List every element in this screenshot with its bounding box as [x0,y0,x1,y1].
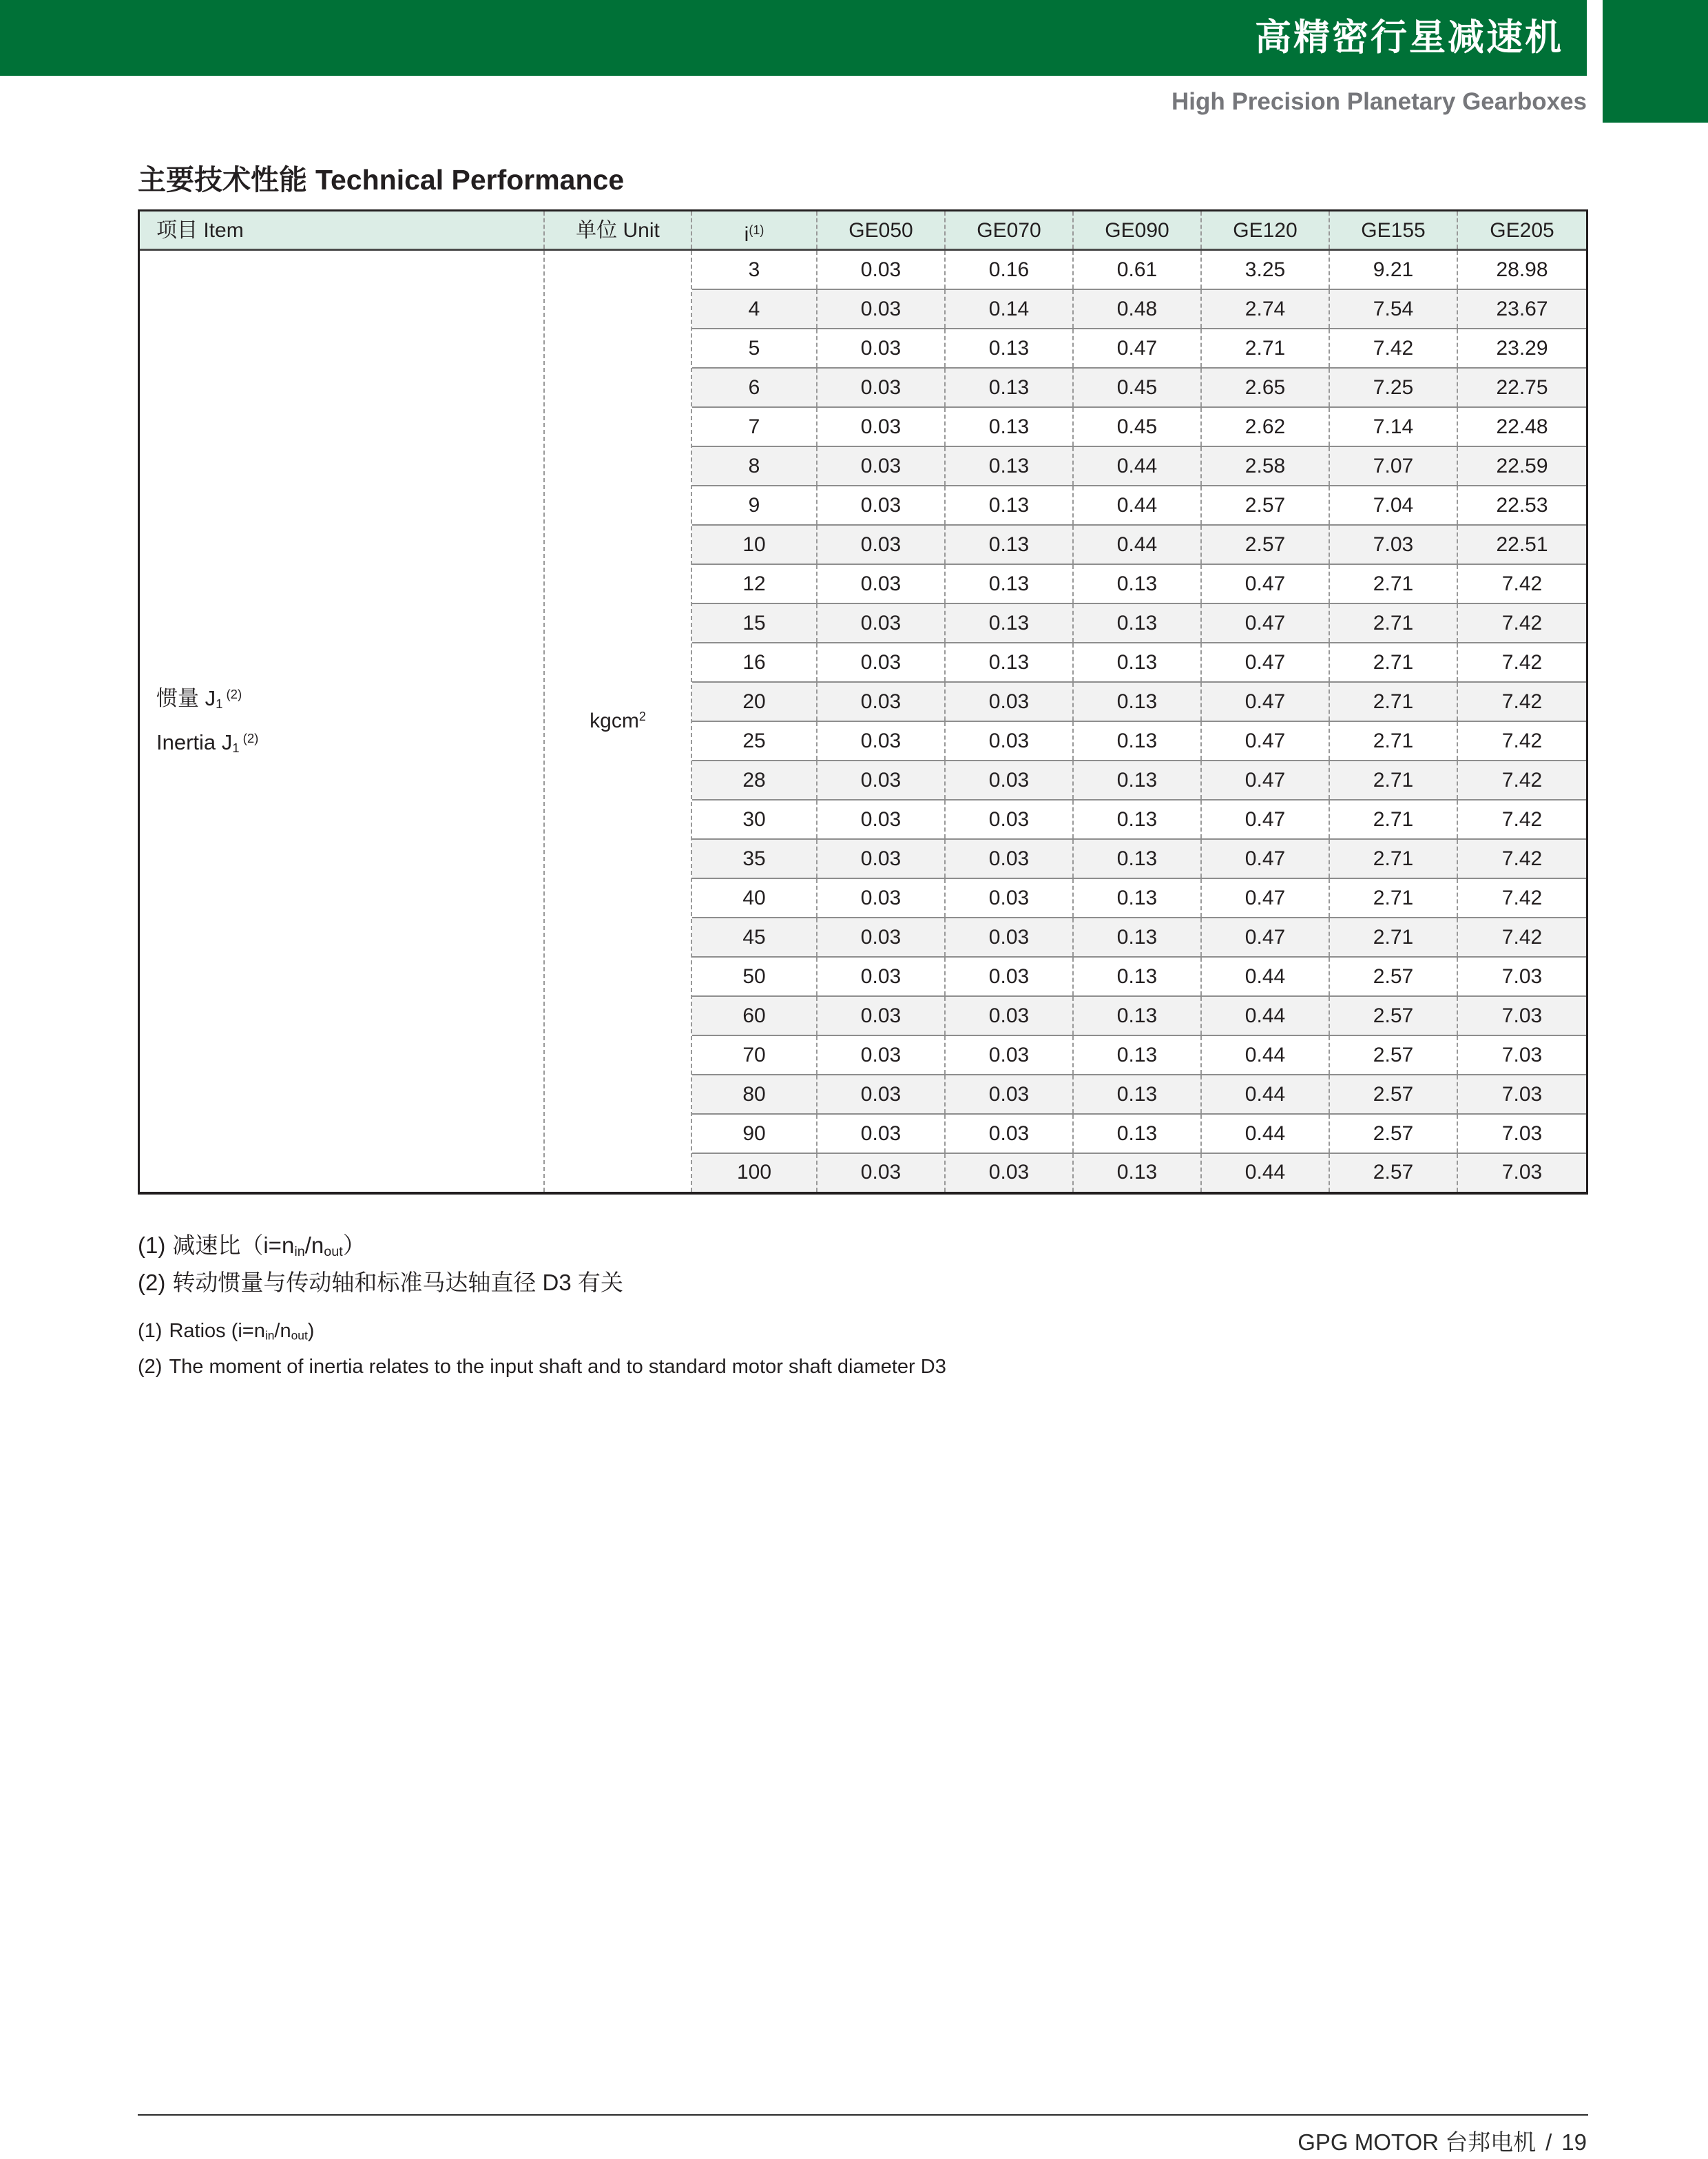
value-cell: 0.61 [1074,251,1202,289]
performance-table [138,209,1588,1195]
table-row [692,1036,1586,1075]
value-cell: 0.03 [946,683,1074,721]
ratio-cell: 9 [692,486,817,524]
value-cell: 0.03 [817,997,946,1035]
value-cell: 2.71 [1330,683,1458,721]
value-cell: 0.13 [1074,604,1202,642]
value-cell: 0.03 [817,447,946,485]
col-header-ge120: GE120 [1202,211,1330,249]
value-cell: 0.14 [946,290,1074,328]
value-cell: 22.51 [1496,533,1548,556]
value-cell: 0.48 [1074,290,1202,328]
value-cell: 23.29 [1496,337,1548,360]
table-row [692,643,1586,683]
value-cell: 0.44 [1074,447,1202,485]
value-cell: 0.13 [1074,643,1202,681]
item-cell-inertia [140,251,545,1192]
value-cell: 0.13 [946,604,1074,642]
value-cell: 0.03 [817,290,946,328]
table-row [692,408,1586,447]
value-cell: 0.13 [946,408,1074,446]
table-row [692,800,1586,840]
value-cell: 0.03 [817,761,946,799]
value-cell: 7.42 [1501,730,1543,752]
value-cell: 0.13 [1074,879,1202,917]
value-cell: 2.71 [1330,643,1458,681]
value-cell: 7.03 [1330,526,1458,564]
footnote-cn-1: (1) 减速比（i=nin/nout） [138,1232,366,1259]
value-cell: 2.57 [1330,1115,1458,1153]
value-cell: 0.13 [946,329,1074,367]
value-cell: 0.13 [1074,1115,1202,1153]
ratio-cell: 20 [692,683,817,721]
footer-page-number: 19 [1561,2129,1587,2155]
col-header-unit: 单位 Unit [545,211,692,249]
value-cell: 2.71 [1330,840,1458,878]
table-row [692,604,1586,643]
value-cell: 7.03 [1501,965,1543,988]
ratio-cell: 25 [692,722,817,760]
value-cell: 7.54 [1330,290,1458,328]
footer [1298,2125,1587,2157]
table-row [692,997,1586,1036]
value-cell: 0.13 [946,526,1074,564]
value-cell: 3.25 [1202,251,1330,289]
value-cell: 2.57 [1202,486,1330,524]
value-cell: 0.47 [1202,800,1330,838]
col-header-ratio [692,211,817,249]
value-cell: 0.13 [946,643,1074,681]
value-cell: 2.65 [1202,369,1330,406]
ratio-cell: 35 [692,840,817,878]
ratio-cell: 4 [692,290,817,328]
unit-value: kgcm$^2$ [590,710,646,732]
value-cell: 0.44 [1202,997,1330,1035]
value-cell: 2.71 [1330,761,1458,799]
value-cell: 0.03 [817,722,946,760]
section-title-cn: 主要技术性能 [138,164,307,196]
ratio-cell: 30 [692,800,817,838]
value-cell: 0.03 [817,604,946,642]
value-cell: 2.71 [1330,800,1458,838]
item-label-cn: 惯量 J1$^{(2)}$ [156,686,242,711]
section-title-en: Technical Performance [315,164,625,196]
value-cell: 0.03 [817,565,946,603]
banner-title-cn: 高精密行星减速机 [1255,17,1563,58]
value-cell: 7.42 [1501,847,1543,870]
col-header-ge155: GE155 [1330,211,1458,249]
value-cell: 0.03 [817,683,946,721]
footer-separator: / [1545,2129,1552,2155]
table-row [692,683,1586,722]
value-cell: 0.13 [1074,958,1202,995]
value-cell: 0.03 [817,1036,946,1074]
col-header-ge090: GE090 [1074,211,1202,249]
table-row [692,1115,1586,1154]
table-header-row [140,211,1586,251]
footnote-cn-2: (2) 转动惯量与传动轴和标准马达轴直径 D3 有关 [138,1270,623,1295]
table-row [692,918,1586,958]
value-cell: 0.03 [946,1075,1074,1113]
value-cell: 0.03 [817,800,946,838]
value-cell: 0.03 [946,722,1074,760]
table-row [692,1075,1586,1115]
table-body [140,251,1586,1192]
value-cell: 7.42 [1501,651,1543,674]
value-cell: 0.03 [946,997,1074,1035]
value-cell: 0.03 [817,918,946,956]
value-cell: 0.03 [946,1036,1074,1074]
value-cell: 0.47 [1202,604,1330,642]
value-cell: 0.13 [1074,800,1202,838]
value-cell: 0.44 [1074,486,1202,524]
footer-brand: GPG MOTOR 台邦电机 [1298,2129,1537,2155]
value-cell: 0.03 [946,918,1074,956]
top-banner [0,0,1587,76]
footnote-en-2: (2) The moment of inertia relates to the input shaft and to standard motor shaft diameter D3 [138,1356,946,1378]
value-cell: 23.67 [1496,298,1548,320]
value-cell: 7.04 [1330,486,1458,524]
ratio-cell: 28 [692,761,817,799]
ratio-cell: 6 [692,369,817,406]
value-cell: 0.13 [946,369,1074,406]
value-cell: 0.03 [946,1154,1074,1192]
value-cell: 7.42 [1501,926,1543,949]
table-row [692,290,1586,329]
ratio-cell: 16 [692,643,817,681]
value-cell: 0.03 [946,1115,1074,1153]
table-row [692,526,1586,565]
value-cell: 0.13 [1074,1154,1202,1192]
ratio-cell: 15 [692,604,817,642]
value-cell: 7.03 [1501,1161,1543,1184]
value-cell: 0.13 [946,486,1074,524]
value-cell: 22.59 [1496,455,1548,477]
value-cell: 0.44 [1074,526,1202,564]
value-cell: 0.03 [817,643,946,681]
value-cell: 7.42 [1501,769,1543,792]
ratio-cell: 70 [692,1036,817,1074]
table-row [692,486,1586,526]
value-cell: 0.47 [1202,761,1330,799]
table-row [692,840,1586,879]
value-cell: 2.57 [1330,958,1458,995]
value-cell: 0.47 [1202,840,1330,878]
value-cell: 0.47 [1202,683,1330,721]
value-cell: 7.42 [1501,887,1543,909]
value-cell: 0.16 [946,251,1074,289]
value-cell: 0.13 [1074,722,1202,760]
value-cell: 0.03 [817,526,946,564]
value-cell: 0.44 [1202,1115,1330,1153]
value-cell: 0.13 [946,447,1074,485]
ratio-cell: 5 [692,329,817,367]
value-cell: 22.53 [1496,494,1548,517]
value-cell: 2.71 [1330,918,1458,956]
value-cell: 0.45 [1074,408,1202,446]
value-cell: 0.44 [1202,1075,1330,1113]
footnote-en-1: (1) Ratios $(i=n_{in}/n_{out})$ [138,1320,315,1343]
value-cell: 0.03 [817,1115,946,1153]
value-cell: 0.03 [817,879,946,917]
table-row [692,1154,1586,1192]
value-cell: 0.13 [1074,761,1202,799]
value-cell: 0.03 [817,1154,946,1192]
ratio-cell: 7 [692,408,817,446]
value-cell: 0.44 [1202,958,1330,995]
item-label-en: Inertia J1$^{(2)}$ [156,730,259,755]
value-cell: 0.03 [946,840,1074,878]
value-cell: 2.71 [1330,565,1458,603]
table-row [692,565,1586,604]
value-cell: 7.42 [1501,572,1543,595]
ratio-cell: 3 [692,251,817,289]
value-cell: 0.47 [1074,329,1202,367]
value-cell: 7.03 [1501,1083,1543,1106]
value-cell: 7.03 [1501,1044,1543,1066]
value-cell: 7.03 [1501,1004,1543,1027]
table-row [692,251,1586,290]
ratio-symbol: i [744,223,749,246]
value-cell: 0.03 [946,958,1074,995]
value-cell: 0.13 [1074,565,1202,603]
col-header-ge205: GE205 [1490,219,1554,242]
value-cell: 0.45 [1074,369,1202,406]
ratio-cell: 60 [692,997,817,1035]
value-cell: 7.42 [1330,329,1458,367]
value-cell: 22.48 [1496,415,1548,438]
value-cell: 0.03 [817,840,946,878]
value-cell: 7.03 [1501,1122,1543,1145]
value-cell: 0.03 [817,1075,946,1113]
value-cell: 0.03 [946,800,1074,838]
value-cell: 7.25 [1330,369,1458,406]
col-header-item: 项目 Item [140,211,545,249]
value-cell: 0.47 [1202,643,1330,681]
table-row [692,761,1586,800]
value-cell: 2.71 [1330,879,1458,917]
value-cell: 0.44 [1202,1154,1330,1192]
table-row [692,879,1586,918]
value-cell: 0.13 [1074,918,1202,956]
value-cell: 2.57 [1330,1075,1458,1113]
value-cell: 2.62 [1202,408,1330,446]
ratio-cell: 40 [692,879,817,917]
table-row [692,958,1586,997]
value-cell: 2.57 [1330,1154,1458,1192]
unit-cell [545,251,692,1192]
banner-subtitle-en: High Precision Planetary Gearboxes [1171,88,1587,115]
value-cell: 0.13 [1074,1075,1202,1113]
section-title [138,157,624,198]
value-cell: 28.98 [1496,258,1548,281]
value-cell: 0.13 [946,565,1074,603]
col-header-ge050: GE050 [817,211,946,249]
value-cell: 7.14 [1330,408,1458,446]
value-cell: 0.03 [817,486,946,524]
value-cell: 0.13 [1074,1036,1202,1074]
value-cell: 0.13 [1074,840,1202,878]
table-row [692,329,1586,369]
value-cell: 0.47 [1202,722,1330,760]
value-cell: 0.47 [1202,565,1330,603]
value-cell: 2.74 [1202,290,1330,328]
ratio-cell: 50 [692,958,817,995]
value-cell: 2.57 [1202,526,1330,564]
value-cell: 0.03 [946,761,1074,799]
value-cell: 2.71 [1330,722,1458,760]
value-cell: 0.13 [1074,683,1202,721]
ratio-cell: 45 [692,918,817,956]
value-cell: 0.03 [817,958,946,995]
value-cell: 0.03 [817,369,946,406]
ratio-cell: 100 [692,1154,817,1192]
ratio-cell: 10 [692,526,817,564]
footer-rule [138,2114,1588,2116]
table-rows [692,251,1586,1192]
value-cell: 2.57 [1330,997,1458,1035]
value-cell: 7.07 [1330,447,1458,485]
value-cell: 2.71 [1202,329,1330,367]
value-cell: 0.13 [1074,997,1202,1035]
value-cell: 0.47 [1202,879,1330,917]
value-cell: 0.03 [817,251,946,289]
ratio-footnote-ref: (1) [749,223,764,237]
value-cell: 7.42 [1501,808,1543,831]
table-row [692,447,1586,486]
ratio-cell: 8 [692,447,817,485]
value-cell: 0.03 [817,408,946,446]
value-cell: 0.44 [1202,1036,1330,1074]
ratio-cell: 12 [692,565,817,603]
value-cell: 0.03 [946,879,1074,917]
value-cell: 2.71 [1330,604,1458,642]
value-cell: 2.57 [1330,1036,1458,1074]
value-cell: 0.03 [817,329,946,367]
ratio-cell: 80 [692,1075,817,1113]
value-cell: 9.21 [1330,251,1458,289]
value-cell: 22.75 [1496,376,1548,399]
value-cell: 7.42 [1501,690,1543,713]
table-row [692,369,1586,408]
table-row [692,722,1586,761]
col-header-ge070: GE070 [946,211,1074,249]
value-cell: 2.58 [1202,447,1330,485]
value-cell: 7.42 [1501,612,1543,634]
value-cell: 0.47 [1202,918,1330,956]
ratio-cell: 90 [692,1115,817,1153]
corner-green-block [1603,0,1708,123]
